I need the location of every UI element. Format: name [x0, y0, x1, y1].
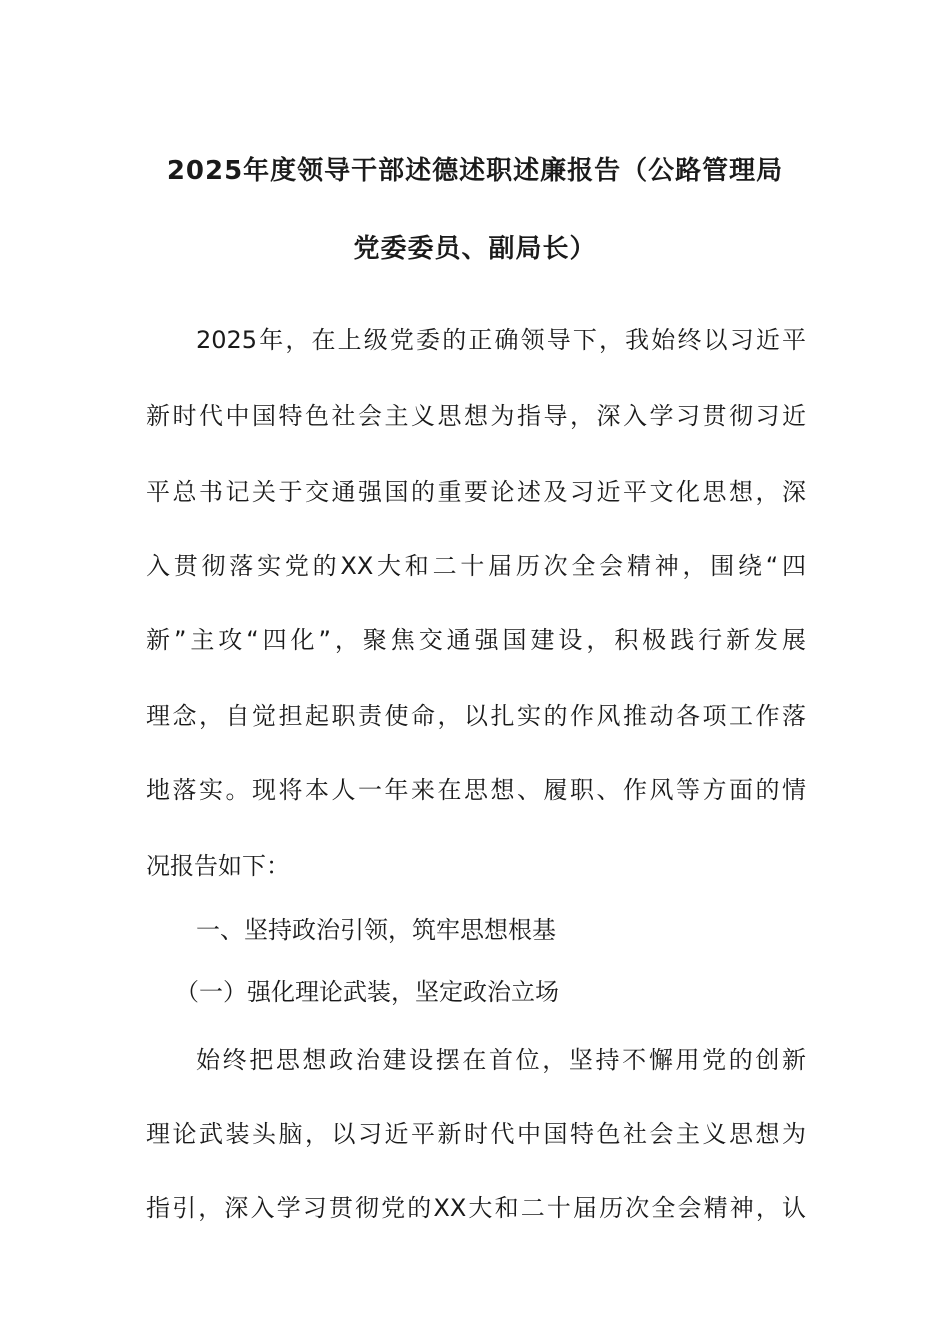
- body-line-2: 理论武装头脑，以习近平新时代中国特色社会主义思想为: [146, 1120, 806, 1148]
- intro-line-1: 2025年，在上级党委的正确领导下，我始终以习近平: [196, 326, 806, 354]
- section-1-heading: 一、坚持政治引领，筑牢思想根基: [196, 916, 556, 944]
- intro-line-8: 况报告如下：: [146, 852, 290, 880]
- intro-line-5: 新”主攻“四化”，聚焦交通强国建设，积极践行新发展: [146, 626, 806, 654]
- body-line-3: 指引，深入学习贯彻党的XX大和二十届历次全会精神，认: [146, 1194, 806, 1222]
- subsection-1-heading: （一）强化理论武装，坚定政治立场: [175, 978, 559, 1006]
- intro-line-6: 理念，自觉担起职责使命，以扎实的作风推动各项工作落: [146, 702, 806, 730]
- intro-line-7: 地落实。现将本人一年来在思想、履职、作风等方面的情: [146, 776, 806, 804]
- document-title-line-2: 党委委员、副局长）: [353, 234, 597, 264]
- intro-line-4: 入贯彻落实党的XX大和二十届历次全会精神，围绕“四: [146, 552, 806, 580]
- document-title-line-1: 2025年度领导干部述德述职述廉报告（公路管理局: [166, 156, 784, 186]
- intro-line-3: 平总书记关于交通强国的重要论述及习近平文化思想，深: [146, 478, 806, 506]
- intro-line-2: 新时代中国特色社会主义思想为指导，深入学习贯彻习近: [146, 402, 806, 430]
- body-line-1: 始终把思想政治建设摆在首位，坚持不懈用党的创新: [196, 1046, 806, 1074]
